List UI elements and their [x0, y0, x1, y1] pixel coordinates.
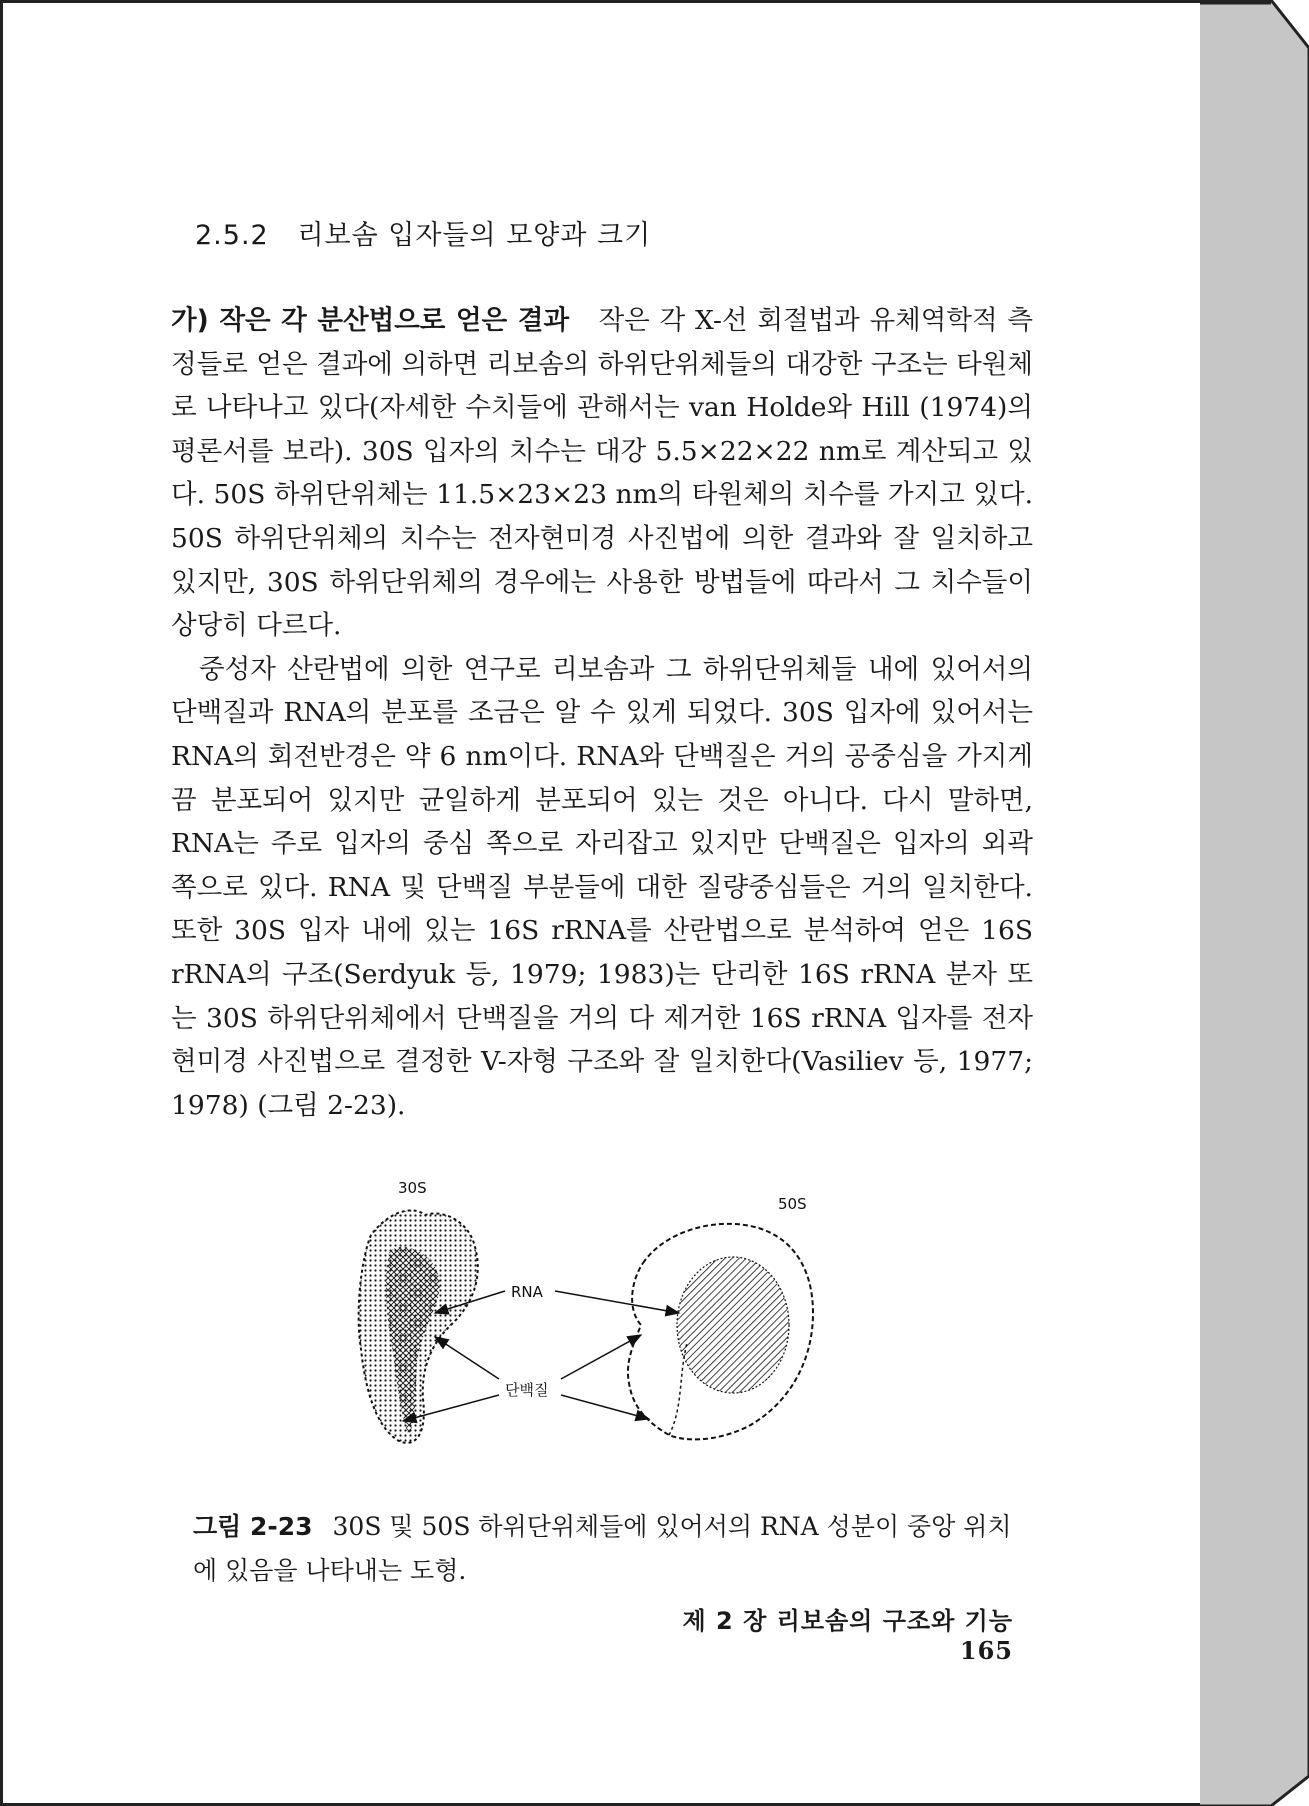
figure-caption — [193, 1505, 1033, 1593]
label-30s: 30S — [398, 1179, 427, 1197]
running-footer — [613, 1601, 1013, 1665]
body-text — [171, 299, 1033, 1127]
paragraph-lead: 가) 작은 각 분산법으로 얻은 결과 — [171, 305, 570, 336]
section-number: 2.5.2 — [195, 220, 269, 251]
label-rna: RNA — [511, 1283, 543, 1301]
figure-number: 그림 2-23 — [193, 1512, 313, 1541]
page-number: 165 — [959, 1636, 1013, 1665]
section-heading — [195, 213, 651, 252]
label-50s: 50S — [778, 1195, 807, 1213]
label-protein: 단백질 — [505, 1381, 549, 1399]
paragraph-1 — [171, 299, 1033, 648]
paragraph-2: 중성자 산란법에 의한 연구로 리보솜과 그 하위단위체들 내에 있어서의 단백질과 RNA의 분포를 조금은 알 수 있게 되었다. 30S 입자에 있어서는 RNA의 회전반경은 약 6 nm이다. RNA와 단백질은 거의 공중심을 가지게끔 분포되어 있지만 균일하게 분포되어 있는 것은 아니다. 다시 말하면, RNA는 주로 입자의 중심 쪽으로 자리잡고 있지만 단백질은 입자의 외곽 쪽으로 있다. RNA 및 단백질 부분들에 대한 질량중심들은 거의 일치한다. 또한 30S 입자 내에 있는 16S rRNA를 산란법으로 분석하여 얻은 16S rRNA의 구조(Serdyuk 등, 1979; 1983)는 단리한 16S rRNA 분자 또는 30S 하위단위체에서 단백질을 거의 다 제거한 16S rRNA 입자를 전자현미경 사진법으로 결정한 V-자형 구조와 잘 일치한다(Vasiliev 등, 1977; 1978) (그림 2-23). — [171, 653, 1033, 1121]
paragraph-1-body: 작은 각 X-선 회절법과 유체역학적 측정들로 얻은 결과에 의하면 리보솜의 하위단위체들의 대강한 구조는 타원체로 나타나고 있다(자세한 수치들에 관해서는 van Holde와 Hill (1974)의 평론서를 보라). 30S 입자의 치수는 대강 5.5×22×22 nm로 계산되고 있다. 50S 하위단위체는 11.5×23×23 nm의 타원체의 치수를 가지고 있다. 50S 하위단위체의 치수는 전자현미경 사진법에 의한 결과와 잘 일치하고 있지만, 30S 하위단위체의 경우에는 사용한 방법들에 따라서 그 치수들이 상당히 다르다. — [171, 305, 1033, 642]
subunit-30s-shape — [359, 1210, 478, 1443]
subunit-50s-shape — [628, 1224, 813, 1440]
page-edge-shadow — [1197, 0, 1309, 1806]
ribosome-figure — [343, 1173, 903, 1463]
section-title-text: 리보솜 입자들의 모양과 크기 — [297, 220, 652, 251]
caption-text: 30S 및 50S 하위단위체들에 있어서의 RNA 성분이 중앙 위치에 있음을 나타내는 도형. — [193, 1512, 1012, 1585]
chapter-title: 제 2 장 리보솜의 구조와 기능 — [682, 1607, 1013, 1635]
arrow-protein-30s-a — [435, 1337, 499, 1379]
